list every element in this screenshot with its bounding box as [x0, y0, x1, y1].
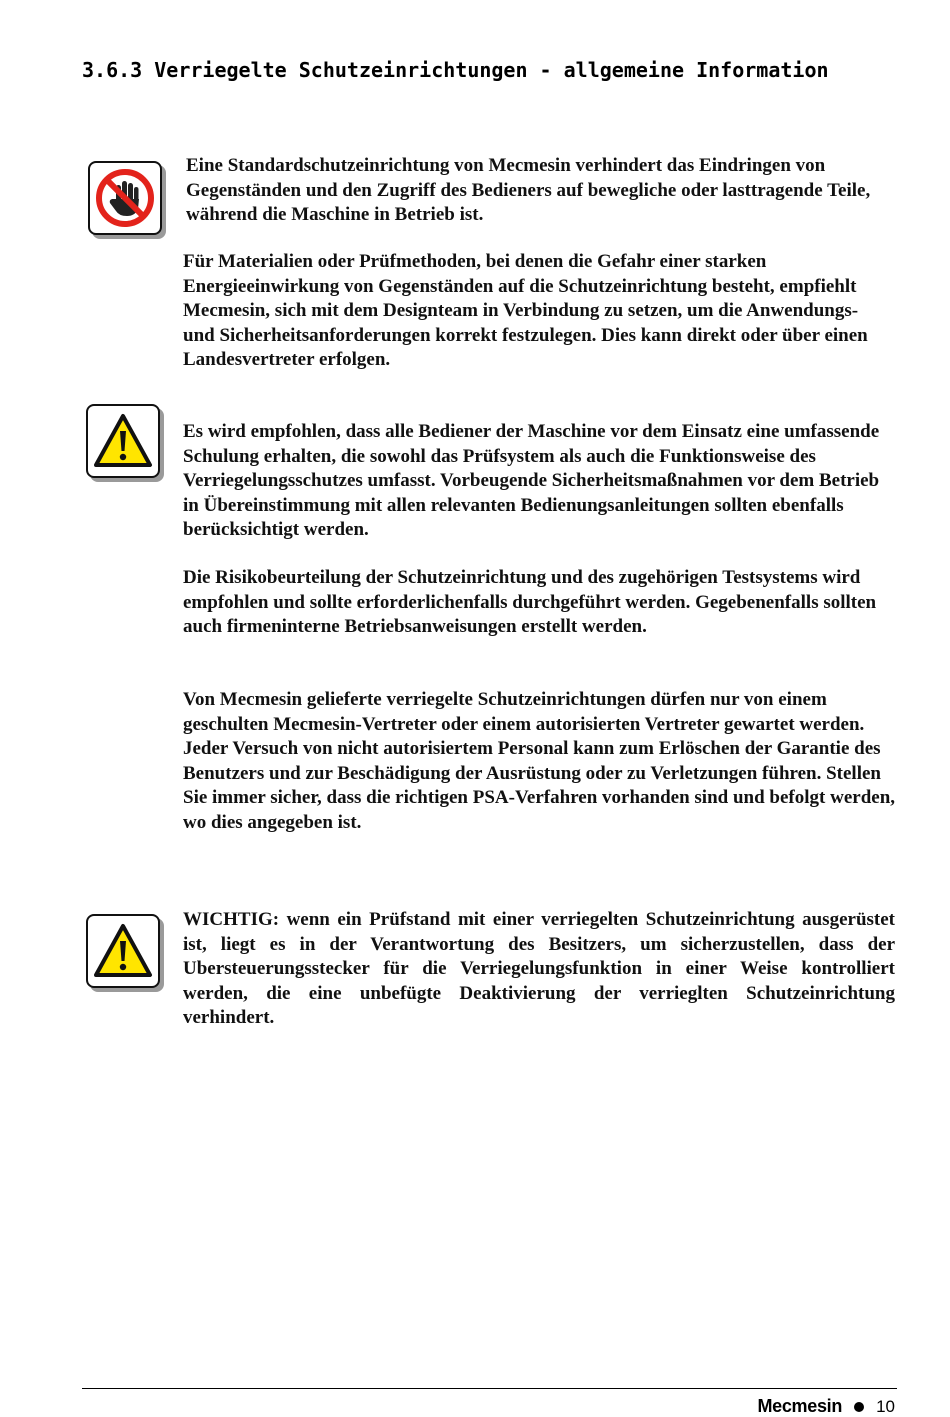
page-footer	[757, 1396, 895, 1417]
paragraph-training: Es wird empfohlen, dass alle Bediener der Maschine vor dem Einsatz eine umfassende Schulung erhalten, die sowohl das Prüfsystem als auch die Funktionsweise des Verriegelungsschutzes umfasst. Vorbeugende Sicherheitsmaßnahmen vor dem Betrieb in Übereinstimmung mit allen relevanten Bedienungsanleitungen sollten ebenfalls berücksichtigt werden.	[183, 421, 880, 540]
section-heading: 3.6.3 Verriegelte Schutzeinrichtungen - allgemeine Information	[82, 58, 829, 82]
page-number: 10	[876, 1396, 895, 1416]
warning-triangle-icon	[86, 914, 160, 988]
paragraph-service: Von Mecmesin gelieferte verriegelte Schutzeinrichtungen dürfen nur von einem geschulten Mecmesin-Vertreter oder einem autorisierten Vertreter gewartet werden. Jeder Versuch von nicht autorisiertem Personal kann zum Erlöschen der Garantie des Benutzers und zur Beschädigung der Ausrüstung oder zu Verletzungen führen. Stellen Sie immer sicher, dass die richtigen PSA-Verfahren vorhanden sind und befolgt werden, wo dies angegeben ist.	[183, 689, 896, 833]
bullet-separator	[854, 1402, 864, 1412]
warning-triangle-icon	[86, 404, 160, 478]
paragraph-risk-assessment: Die Risikobeurteilung der Schutzeinrichtung und des zugehörigen Testsystems wird empfohlen und sollte erforderlichenfalls durchgeführt werden. Gegebenenfalls sollten auch firmeninterne Betriebsanweisungen erstellt werden.	[183, 567, 877, 637]
paragraph-important: WICHTIG: wenn ein Prüfstand mit einer verriegelten Schutzeinrichtung ausgerüstet ist, liegt es in der Verantwortung des Besitzers, um sicherzustellen, dass der Ubersteuerungsstecker für die Verriegelungsfunktion in einer Weise kontrolliert werden, die eine unbefügte Deaktivierung der verrieglten Schutzeinrichtung verhindert.	[183, 909, 895, 1028]
no-hand-prohibition-icon	[88, 161, 162, 235]
brand-logo-text: Mecmesin	[757, 1396, 843, 1416]
footer-divider	[82, 1388, 897, 1389]
paragraph-intro: Eine Standardschutzeinrichtung von Mecmesin verhindert das Eindringen von Gegenständen und den Zugriff des Bedieners auf bewegliche oder lasttragende Teile, während die Maschine in Betrieb ist.	[186, 155, 871, 225]
paragraph-materials: Für Materialien oder Prüfmethoden, bei denen die Gefahr einer starken Energieeinwirkung von Gegenständen auf die Schutzeinrichtung besteht, empfiehlt Mecmesin, sich mit dem Designteam in Verbindung zu setzen, um die Anwendungs- und Sicherheitsanforderungen korrekt festzulegen. Dies kann direkt oder über einen Landesvertreter erfolgen.	[183, 251, 868, 370]
